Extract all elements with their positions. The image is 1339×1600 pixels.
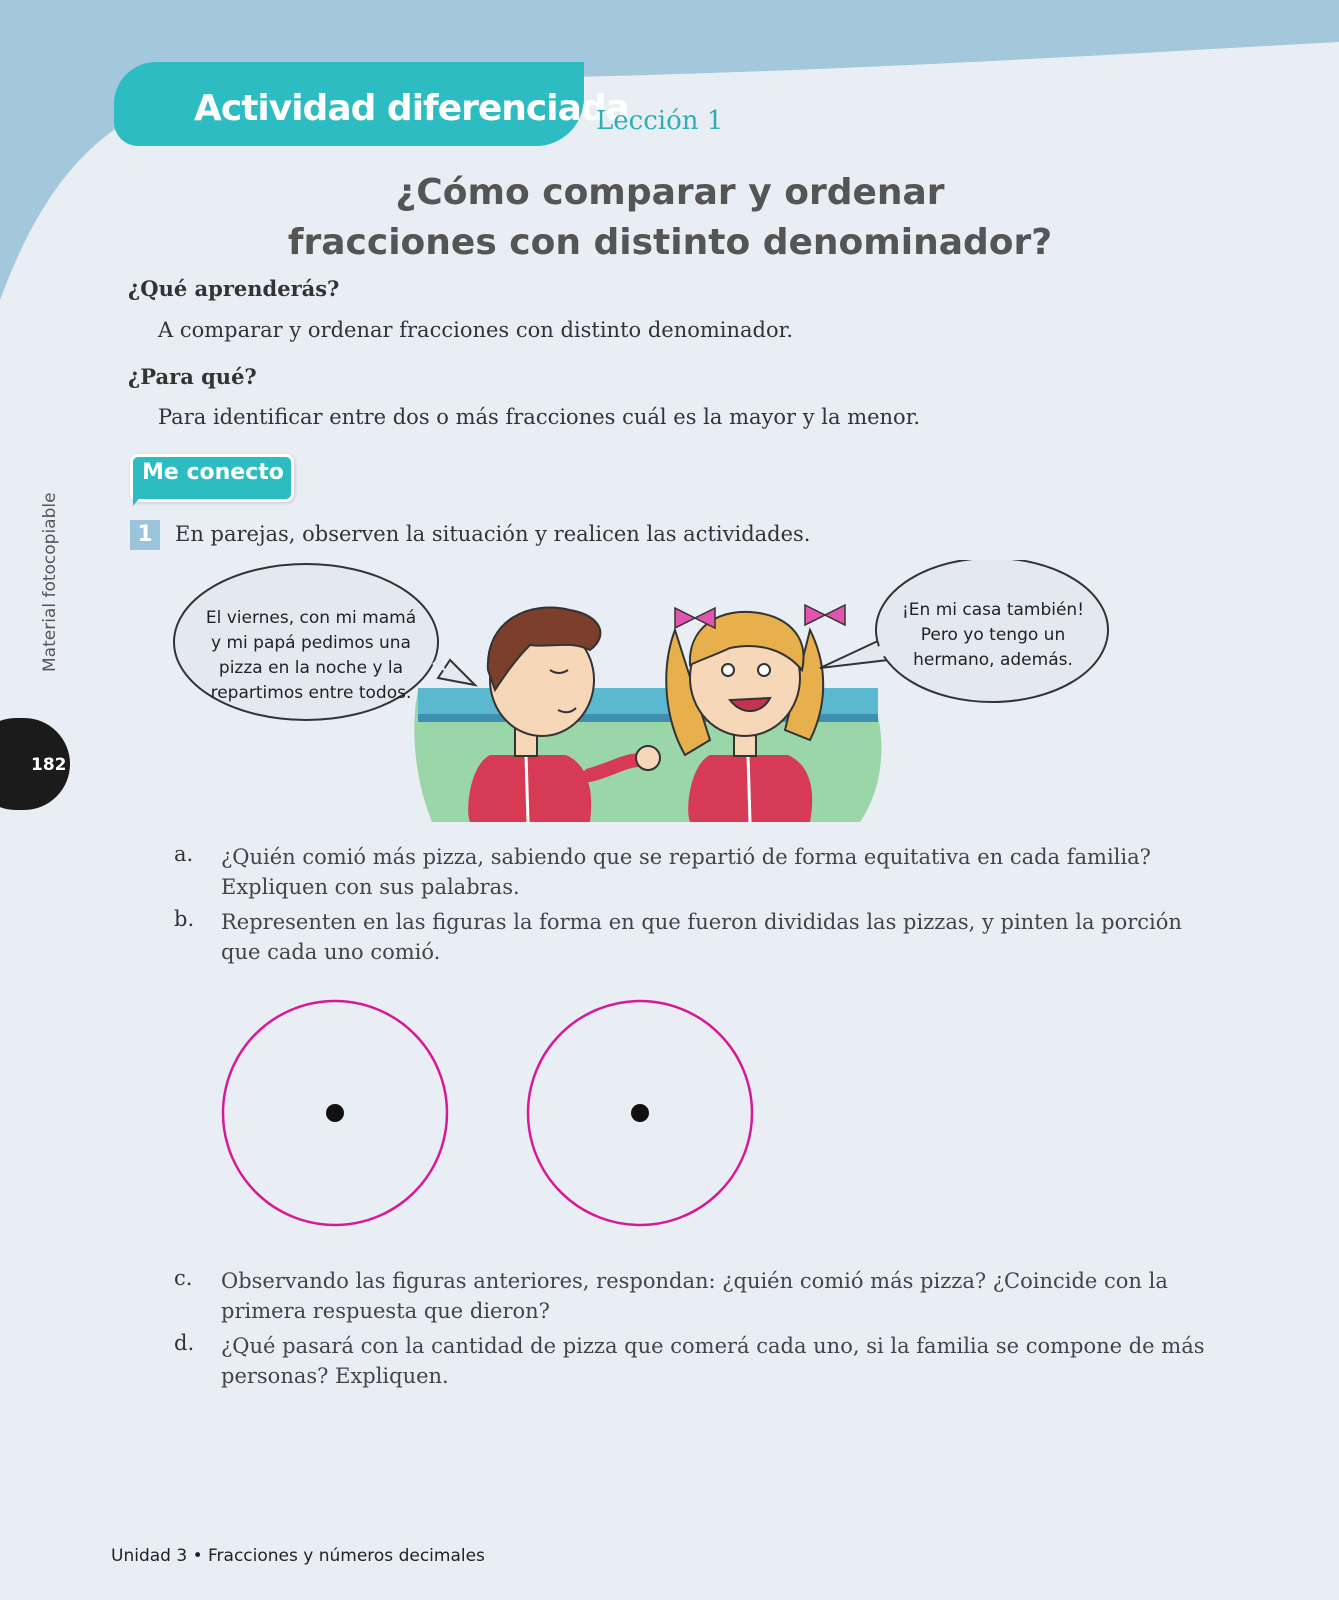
boy-bubble-text	[190, 606, 432, 706]
page-title	[200, 168, 1140, 268]
girl-bubble-text	[888, 598, 1098, 673]
page-title-line-2: fracciones con distinto denominador?	[287, 222, 1053, 263]
item-d-text: ¿Qué pasará con la cantidad de pizza que comerá cada uno, si la familia se compone de más personas? Expliquen.	[221, 1334, 1205, 1388]
item-c-letter: c.	[174, 1266, 193, 1290]
page-title-line-1: ¿Cómo comparar y ordenar	[395, 172, 945, 213]
photocopiable-label: Material fotocopiable	[40, 492, 60, 672]
boy-bubble-line: El viernes, con mi mamá	[205, 608, 417, 628]
boy-bubble-line: y mi papá pedimos una	[211, 633, 411, 653]
pizza-circle-2-center	[631, 1104, 649, 1122]
activity-label: Actividad diferenciada	[194, 88, 629, 129]
item-a-text: ¿Quién comió más pizza, sabiendo que se repartió de forma equitativa en cada familia? Expliquen con sus palabras.	[221, 845, 1151, 899]
boy-bubble-line: pizza en la noche y la	[218, 658, 404, 678]
me-conecto-label: Me conecto	[142, 460, 284, 485]
activity-instruction: En parejas, observen la situación y realicen las actividades.	[175, 522, 811, 546]
girl-bubble-line: ¡En mi casa también!	[901, 600, 1085, 620]
purpose-heading: ¿Para qué?	[128, 364, 257, 389]
girl-bubble-line: Pero yo tengo un	[920, 625, 1066, 645]
learn-answer: A comparar y ordenar fracciones con distinto denominador.	[158, 318, 794, 342]
item-c-text: Observando las figuras anteriores, respondan: ¿quién comió más pizza? ¿Coincide con la primera respuesta que dieron?	[221, 1269, 1168, 1323]
pizza-circles	[200, 990, 780, 1230]
lesson-label: Lección 1	[596, 106, 724, 136]
pizza-circle-1-center	[326, 1104, 344, 1122]
header-wave-background	[0, 0, 1339, 320]
item-b-letter: b.	[174, 907, 195, 931]
item-d-letter: d.	[174, 1331, 195, 1355]
footer-unit: Unidad 3 • Fracciones y números decimales	[111, 1546, 485, 1566]
learn-heading: ¿Qué aprenderás?	[128, 276, 340, 301]
page-number: 182	[31, 755, 67, 775]
item-b-text: Representen en las figuras la forma en que fueron divididas las pizzas, y pinten la porción que cada uno comió.	[221, 910, 1182, 964]
purpose-answer: Para identificar entre dos o más fracciones cuál es la mayor y la menor.	[158, 405, 921, 429]
boy-bubble-line: repartimos entre todos.	[210, 683, 412, 703]
item-a-letter: a.	[174, 842, 194, 866]
girl-bubble-line: hermano, además.	[913, 650, 1073, 670]
activity-number-badge: 1	[130, 520, 160, 550]
me-conecto-badge-tail	[133, 494, 143, 506]
